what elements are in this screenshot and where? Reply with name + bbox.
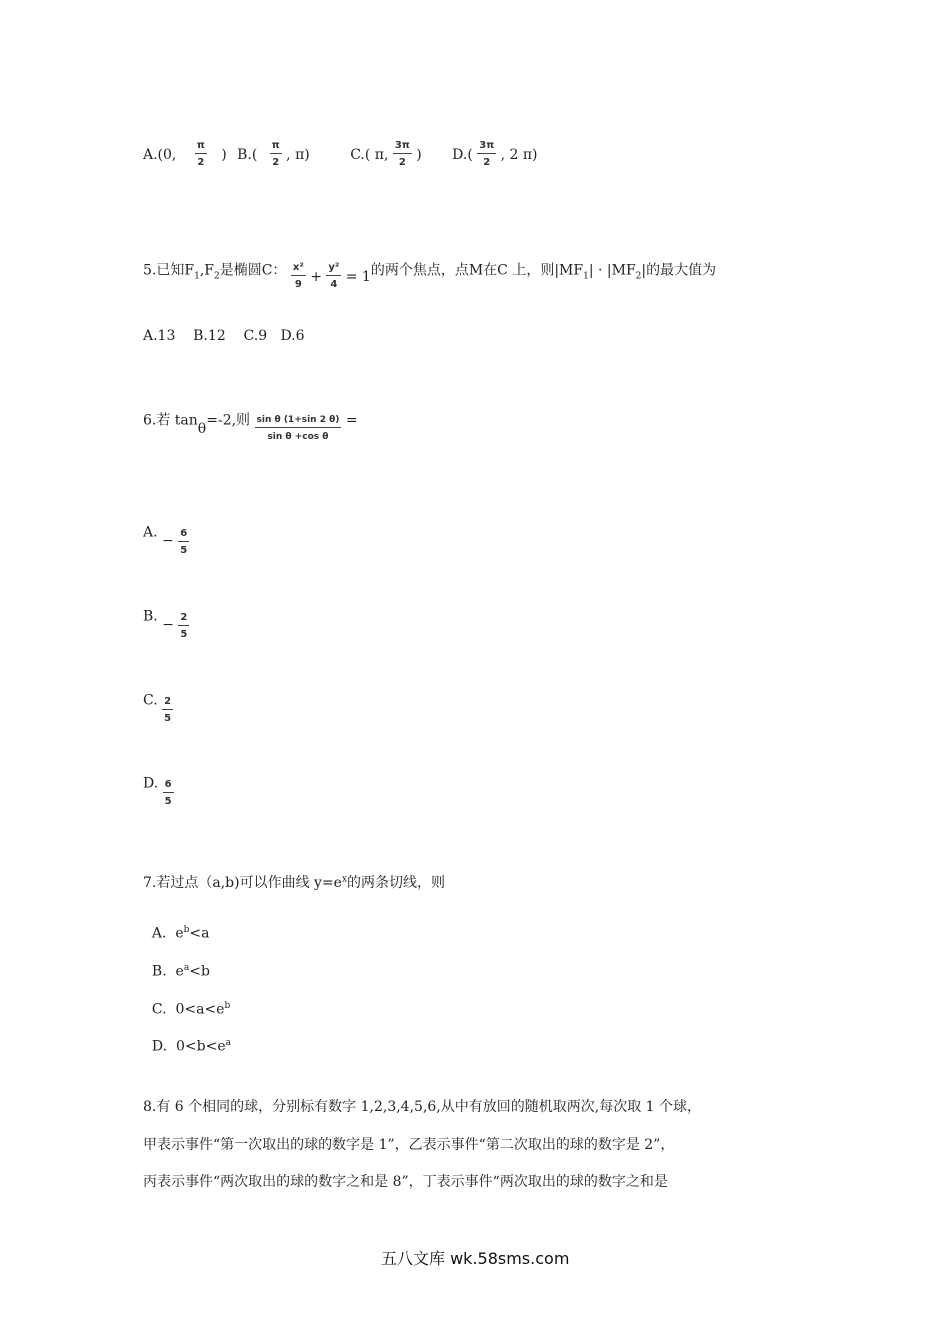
question-7-option-b: B. $e^a<b$ (151, 963, 210, 980)
question-6-option-d: D. $\frac{6}{5}$ (143, 775, 172, 807)
footer-watermark: 五八文库 wk.58sms.com (381, 1249, 570, 1268)
question-6-option-a: A. − $\frac{6}{5}$ (143, 524, 188, 556)
question-5-options: A.13 B.12 C.9 D.6 (143, 328, 305, 344)
question-8-line-2: 甲表示事件“第一次取出的球的数字是 1”，乙表示事件“第二次取出的球的数字是 2”， (143, 1137, 675, 1153)
question-6-option-c: C. $\frac{2}{5}$ (143, 692, 172, 724)
fraction: $\frac{\text{x²}}{9}$ (292, 262, 304, 290)
question-8-line-3: 丙表示事件“两次取出的球的数字之和是 8”，丁表示事件“两次取出的球的数字之和是 (143, 1174, 668, 1190)
fraction: $\frac{\text{sin θ (1+sin 2 θ)}}{\text{sin θ +cos θ}}$ (256, 415, 340, 442)
q4-option-a: A.(0, $\frac{\pi}{2}$ ) (143, 140, 227, 168)
question-6: 6.若 tanθ=-2,则 $\frac{\text{sin θ (1+sin 2 θ)}}{\text{sin θ +cos θ}}$ = (143, 412, 358, 442)
q4-option-c: C.( π, $\frac{3\pi}{2}$ ) (350, 140, 422, 168)
fraction: $\frac{3\pi}{2}$ (394, 140, 410, 168)
q4-option-b: B.( $\frac{\pi}{2}$ , π) (237, 140, 310, 168)
fraction: $\frac{2}{5}$ (164, 696, 172, 724)
question-7-option-d: D. $0<b<e^a$ (151, 1038, 231, 1055)
question-7-option-c: C. $0<a<e^b$ (151, 1001, 231, 1018)
fraction: $\frac{\text{y²}}{4}$ (328, 262, 340, 290)
fraction: $\frac{6}{5}$ (180, 528, 188, 556)
fraction: $\frac{6}{5}$ (164, 779, 172, 807)
fraction: $\frac{3\pi}{2}$ (479, 140, 495, 168)
question-5: 5.已知$F_1,F_2$是椭圆C： $\frac{\text{x²}}{9}$ + $\frac{\text{y²}}{4}$ = 1的两个焦点，点M在C 上，则$|MF_1| \cdot |MF_2|$的最大值为 (143, 262, 717, 290)
question-7-option-a: A. $e^b<a$ (151, 925, 210, 942)
q4-options (143, 140, 537, 169)
fraction: $\frac{\pi}{2}$ (271, 140, 280, 168)
question-7: 7.若过点（a,b)可以作曲线 $y=e^x$的两条切线，则 (143, 874, 446, 891)
question-6-option-b: B. − $\frac{2}{5}$ (143, 608, 188, 640)
fraction: $\frac{2}{5}$ (180, 612, 188, 640)
question-8-line-1: 8.有 6 个相同的球，分别标有数字 1,2,3,4,5,6,从中有放回的随机取两次,每次取 1 个球， (143, 1099, 702, 1115)
q4-option-d: D.( $\frac{3\pi}{2}$ , 2 π) (452, 140, 538, 168)
fraction: $\frac{\pi}{2}$ (196, 140, 205, 168)
